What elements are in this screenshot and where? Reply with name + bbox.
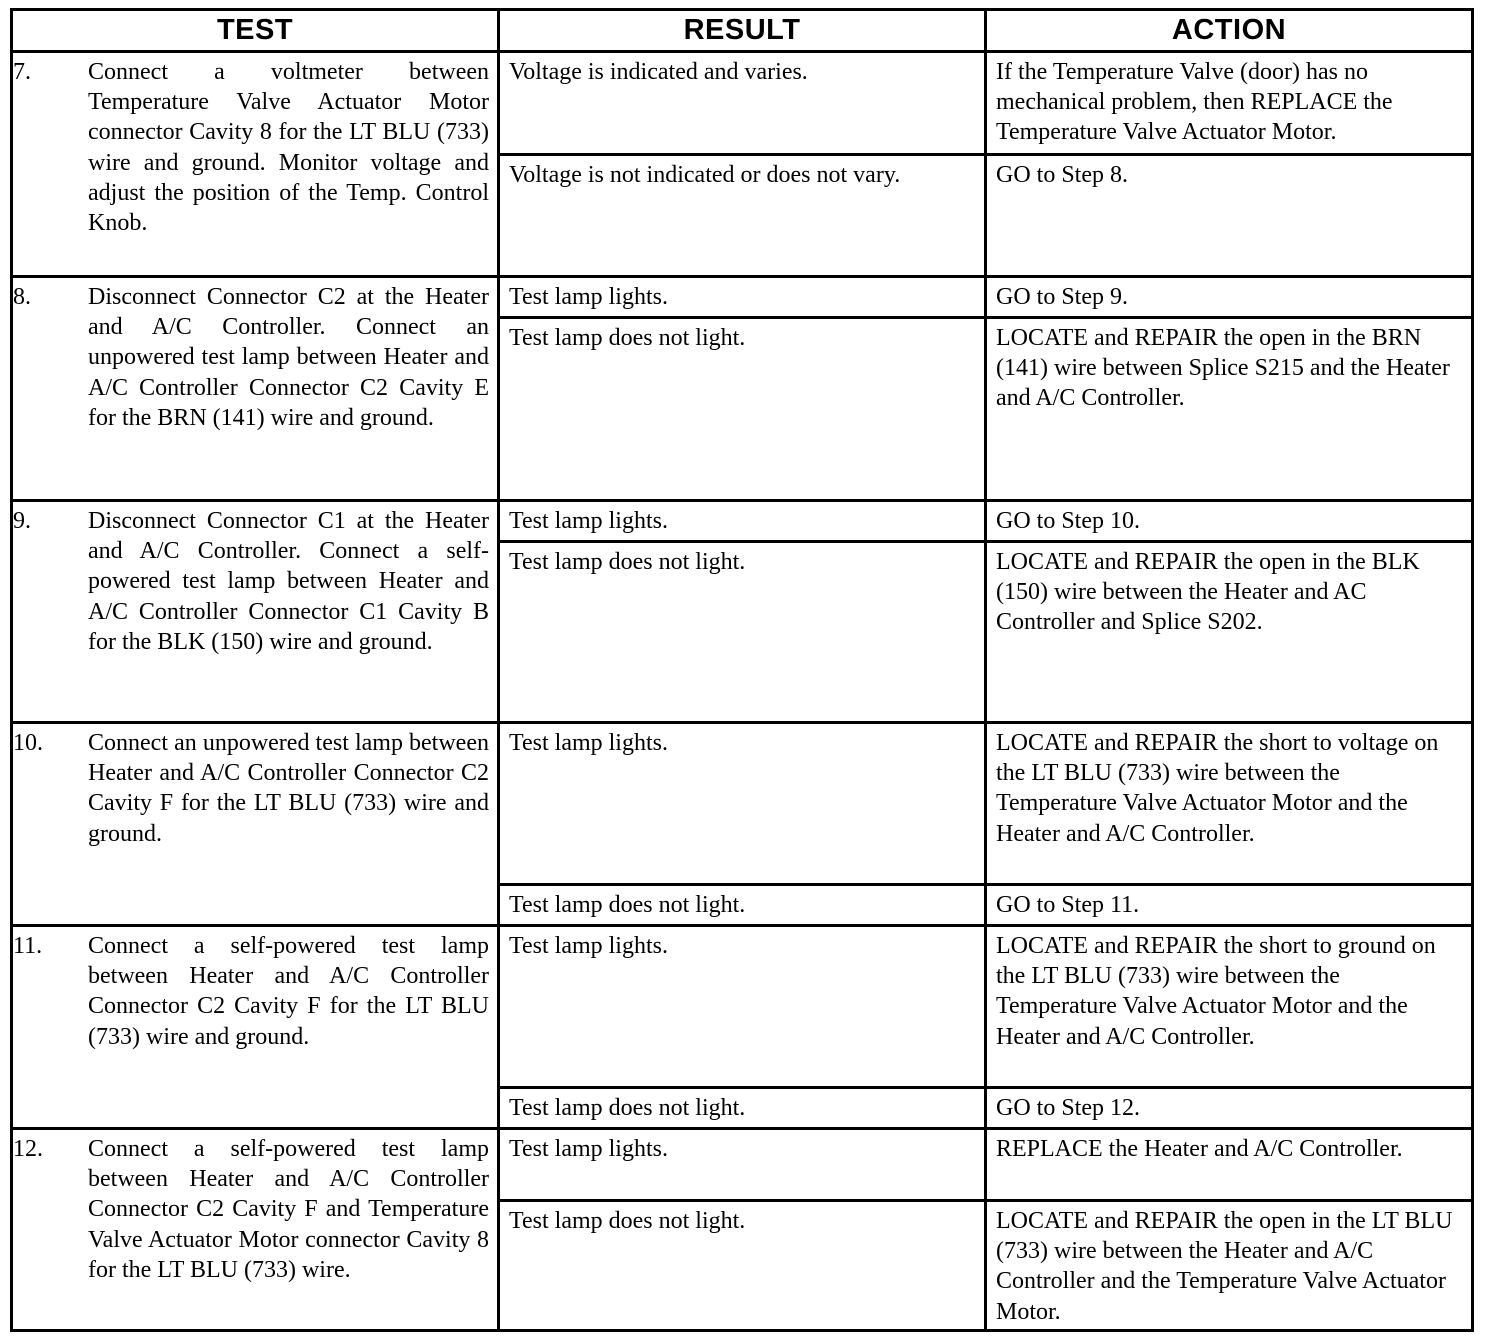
action-cell: GO to Step 10. <box>986 501 1473 542</box>
test-text: Disconnect Connector C2 at the Heater and A/C Controller. Connect an unpowered test lamp between Heater and A/C Controller Connector C2 Cavity E for the BRN (141) wire and ground. <box>88 284 489 431</box>
step-number: 9. <box>13 508 31 534</box>
test-cell <box>12 1129 499 1331</box>
result-cell: Voltage is indicated and varies. <box>499 52 986 155</box>
result-cell: Test lamp does not light. <box>499 542 986 723</box>
result-cell: Test lamp lights. <box>499 501 986 542</box>
header-test: TEST <box>12 10 499 52</box>
step-number: 12. <box>13 1136 43 1162</box>
test-text: Connect a self-powered test lamp between Heater and A/C Controller Connector C2 Cavity F and Temperature Valve Actuator Motor connector Cavity 8 for the LT BLU (733) wire. <box>88 1136 489 1283</box>
test-text: Connect a self-powered test lamp between Heater and A/C Controller Connector C2 Cavity F for the LT BLU (733) wire and ground. <box>88 933 489 1050</box>
table-row <box>12 501 1473 542</box>
table-row <box>12 52 1473 155</box>
header-result: RESULT <box>499 10 986 52</box>
table-row <box>12 926 1473 1088</box>
step-number: 10. <box>13 730 43 756</box>
result-cell: Test lamp lights. <box>499 926 986 1088</box>
test-cell <box>12 52 499 277</box>
diagnostic-table <box>10 8 1474 1332</box>
step-number: 11. <box>13 933 43 959</box>
action-cell: REPLACE the Heater and A/C Controller. <box>986 1129 1473 1201</box>
header-row <box>12 10 1473 52</box>
action-cell: GO to Step 11. <box>986 885 1473 926</box>
action-cell: LOCATE and REPAIR the open in the LT BLU (733) wire between the Heater and A/C Controller and the Temperature Valve Actuator Motor. <box>986 1201 1473 1331</box>
action-cell: LOCATE and REPAIR the open in the BRN (141) wire between Splice S215 and the Heater and A/C Controller. <box>986 318 1473 501</box>
result-cell: Test lamp lights. <box>499 1129 986 1201</box>
table-row <box>12 723 1473 885</box>
test-text: Connect an unpowered test lamp between Heater and A/C Controller Connector C2 Cavity F for the LT BLU (733) wire and ground. <box>88 730 489 847</box>
result-cell: Test lamp does not light. <box>499 1088 986 1129</box>
action-cell: If the Temperature Valve (door) has no mechanical problem, then REPLACE the Temperature Valve Actuator Motor. <box>986 52 1473 155</box>
result-cell: Test lamp does not light. <box>499 885 986 926</box>
test-cell <box>12 926 499 1129</box>
result-cell: Test lamp lights. <box>499 277 986 318</box>
test-cell <box>12 723 499 926</box>
table-row <box>12 1129 1473 1201</box>
action-cell: LOCATE and REPAIR the open in the BLK (150) wire between the Heater and AC Controller and Splice S202. <box>986 542 1473 723</box>
result-cell: Test lamp does not light. <box>499 318 986 501</box>
action-cell: LOCATE and REPAIR the short to ground on the LT BLU (733) wire between the Temperature Valve Actuator Motor and the Heater and A/C Controller. <box>986 926 1473 1088</box>
step-number: 8. <box>13 284 31 310</box>
result-cell: Voltage is not indicated or does not vary. <box>499 155 986 277</box>
result-cell: Test lamp lights. <box>499 723 986 885</box>
test-cell <box>12 277 499 501</box>
action-cell: GO to Step 9. <box>986 277 1473 318</box>
header-action: ACTION <box>986 10 1473 52</box>
result-cell: Test lamp does not light. <box>499 1201 986 1331</box>
action-cell: GO to Step 8. <box>986 155 1473 277</box>
test-cell <box>12 501 499 723</box>
table-row <box>12 277 1473 318</box>
step-number: 7. <box>13 59 31 85</box>
test-text: Connect a voltmeter between Temperature Valve Actuator Motor connector Cavity 8 for the LT BLU (733) wire and ground. Monitor voltage and adjust the position of the Temp. Control Knob. <box>88 59 489 237</box>
action-cell: LOCATE and REPAIR the short to voltage on the LT BLU (733) wire between the Temperature Valve Actuator Motor and the Heater and A/C Controller. <box>986 723 1473 885</box>
action-cell: GO to Step 12. <box>986 1088 1473 1129</box>
test-text: Disconnect Connector C1 at the Heater and A/C Controller. Connect a self-powered test lamp between Heater and A/C Controller Connector C1 Cavity B for the BLK (150) wire and ground. <box>88 508 489 655</box>
